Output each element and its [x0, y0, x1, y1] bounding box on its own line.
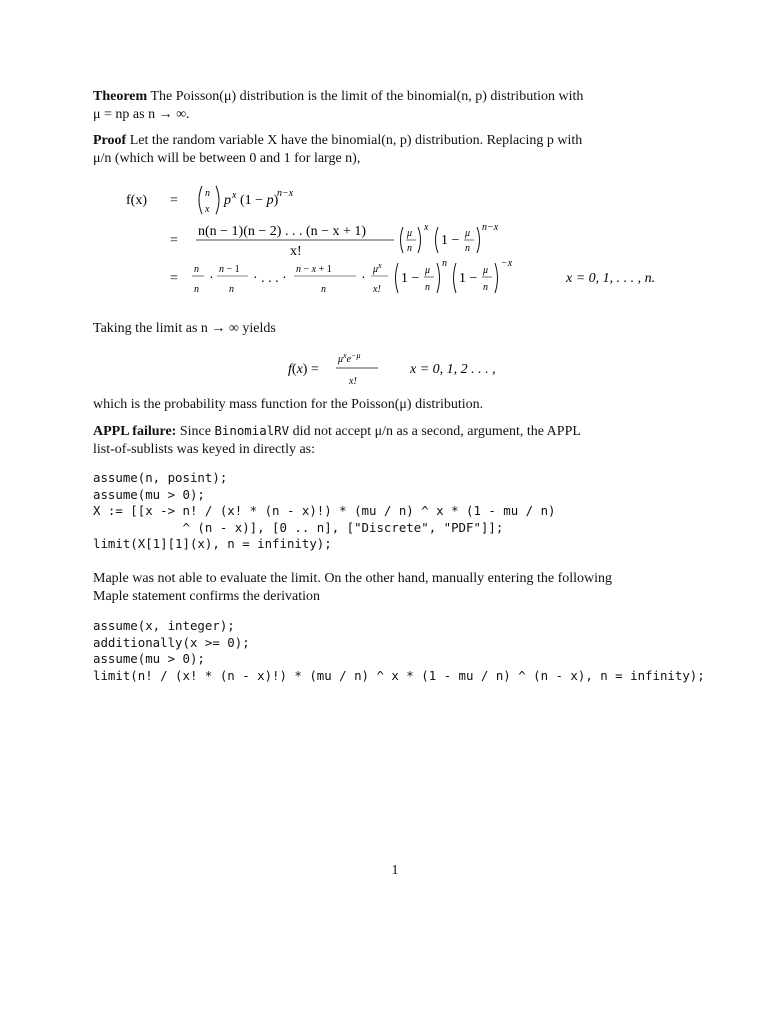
svg-text:n − 1: n − 1: [219, 264, 240, 275]
page-number: 1: [391, 863, 399, 878]
svg-text:n: n: [321, 284, 326, 295]
svg-text:μ: μ: [483, 265, 489, 276]
svg-text:x: x: [205, 204, 210, 215]
result-equation: [286, 346, 526, 392]
proof-text-2: μ/n (which will be between 0 and 1 for large n),: [93, 151, 361, 166]
limit-paragraph: Taking the limit as n → ∞ yields: [93, 321, 276, 336]
appl-line-2: list-of-sublists was keyed in directly as:: [93, 442, 316, 457]
svg-text:n: n: [205, 188, 210, 199]
svg-text:x: x: [424, 222, 429, 233]
svg-text:1 −: 1 −: [459, 271, 478, 286]
svg-text:μx: $\mu^x$: [373, 261, 382, 275]
derivation-eq-3: =: [170, 271, 178, 286]
svg-text:n: n: [483, 282, 488, 293]
result-lhs: f(x) =: [288, 362, 319, 377]
code-block-1: [93, 470, 556, 553]
code2-line: assume(mu > 0);: [93, 651, 205, 666]
code2-line: limit(n! / (x! * (n - x)!) * (mu / n) ^ x * (1 - mu / n) ^ (n - x), n = infinity);: [93, 667, 705, 683]
derivation-range: x = 0, 1, . . . , n.: [566, 271, 656, 286]
svg-text:x!: x!: [373, 284, 381, 295]
svg-text:1 −: 1 −: [401, 271, 420, 286]
svg-text:x: x: [232, 190, 237, 201]
appl-paragraph: [93, 422, 698, 459]
code1-line: limit(X[1][1](x), n = infinity);: [93, 536, 332, 551]
svg-text:·: ·: [209, 271, 214, 286]
appl-text-a: Since: [179, 424, 211, 439]
svg-text:μ: μ: [425, 265, 431, 276]
svg-text:·: ·: [361, 271, 366, 286]
svg-text:n: n: [425, 282, 430, 293]
proof-label: Proof: [93, 133, 127, 148]
result-range: x = 0, 1, 2 . . . ,: [410, 362, 496, 377]
svg-text:n: n: [442, 258, 447, 269]
code-block-2: [93, 618, 705, 684]
code1-line: ^ (n - x)], [0 .. n], ["Discrete", "PDF"]];: [93, 519, 504, 535]
derivation-equations: [120, 180, 680, 300]
derivation-line2-den: x!: [290, 244, 302, 259]
proof-text-1: Let the random variable X have the binomial(n, p) distribution. Replacing p with: [129, 133, 583, 148]
proof-paragraph: [93, 132, 698, 168]
svg-text:· . . . ·: · . . . ·: [253, 271, 287, 286]
derivation-eq-1: =: [170, 193, 178, 208]
svg-text:n: n: [229, 284, 234, 295]
svg-text:n: n: [407, 243, 412, 254]
code2-line: additionally(x >= 0);: [93, 634, 250, 650]
svg-text:1 −: 1 −: [441, 233, 460, 248]
theorem-paragraph: [93, 88, 698, 124]
theorem-label: Theorem: [93, 89, 148, 104]
derivation-eq-2: =: [170, 233, 178, 248]
binomialrv-code: BinomialRV: [214, 423, 290, 438]
derivation-lhs: f(x): [126, 193, 147, 208]
svg-text:n: n: [194, 264, 199, 275]
code2-line: assume(x, integer);: [93, 618, 235, 633]
derivation-line1-rest: p: [224, 193, 231, 208]
svg-text:n: n: [194, 284, 199, 295]
maple-line-1: Maple was not able to evaluate the limit. On the other hand, manually entering the following: [93, 571, 613, 586]
svg-text:−x: −x: [501, 258, 513, 269]
code1-line: assume(mu > 0);: [93, 486, 205, 502]
code1-line: assume(n, posint);: [93, 470, 228, 485]
svg-text:μ: μ: [407, 228, 413, 239]
svg-text:n − x + 1: n − x + 1: [296, 264, 332, 275]
derivation-line2-num: n(n − 1)(n − 2) . . . (n − x + 1): [198, 224, 367, 239]
appl-label: APPL failure:: [93, 424, 177, 439]
result-den: x!: [349, 376, 357, 387]
theorem-text-1: The Poisson(μ) distribution is the limit of the binomial(n, p) distribution with: [150, 89, 584, 104]
maple-paragraph: [93, 570, 698, 606]
appl-text-b: did not accept μ/n as a second, argument, the APPL: [292, 424, 581, 439]
appl-line-1: [93, 422, 698, 441]
svg-text:(1 − p): (1 − p): [240, 193, 279, 208]
theorem-text-2: μ = np as n → ∞.: [93, 107, 190, 122]
svg-text:n−x: n−x: [277, 188, 294, 199]
proof-line-1: [93, 132, 698, 150]
svg-text:μ: μ: [465, 228, 471, 239]
code1-line: X := [[x -> n! / (x! * (n - x)!) * (mu / n) ^ x * (1 - mu / n): [93, 503, 556, 518]
pmf-paragraph: which is the probability mass function for the Poisson(μ) distribution.: [93, 397, 484, 412]
svg-text:μxe−μ: $\mu^xe^{-\mu}$: [338, 351, 361, 365]
svg-text:n: n: [465, 243, 470, 254]
svg-text:n−x: n−x: [482, 222, 499, 233]
theorem-line-1: [93, 88, 698, 106]
maple-line-2: Maple statement confirms the derivation: [93, 589, 321, 604]
